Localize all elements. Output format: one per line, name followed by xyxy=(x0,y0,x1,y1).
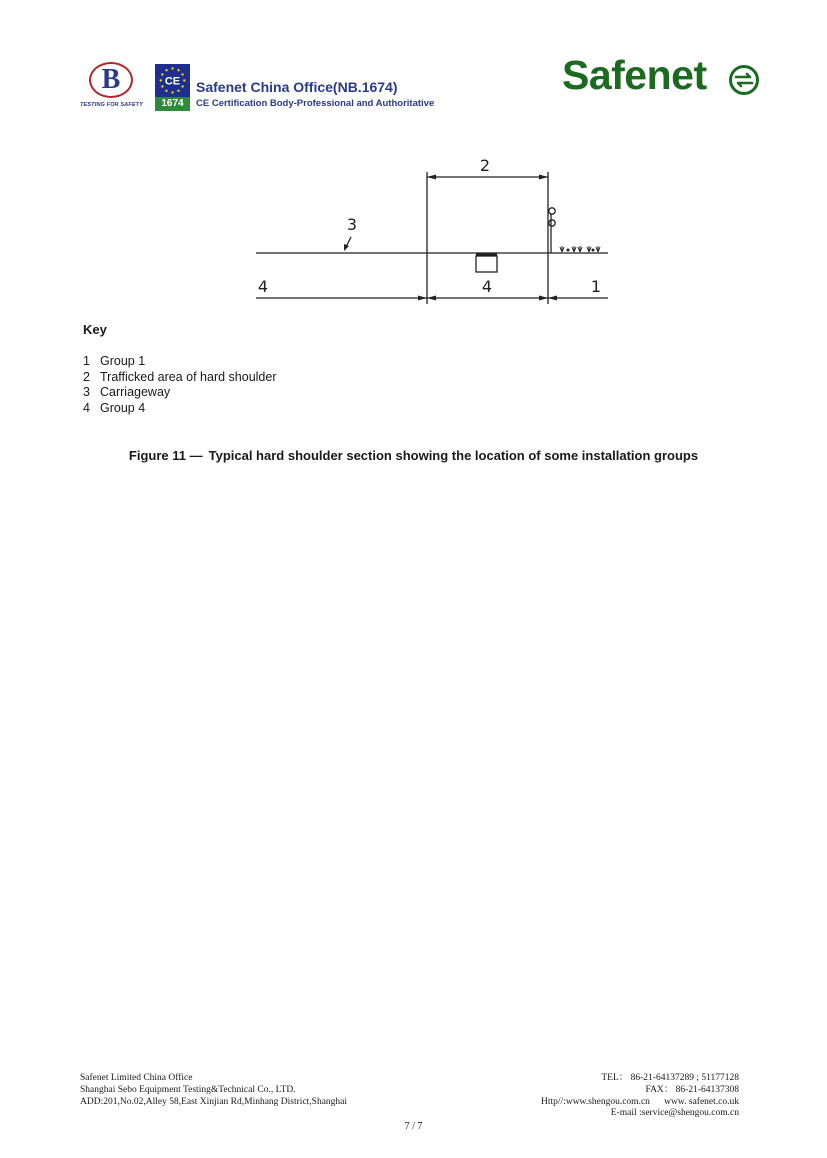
key-item-number: 1 xyxy=(83,354,90,368)
b-logo-tagline: TESTING FOR SAFETY xyxy=(80,102,144,108)
label-4-middle: 4 xyxy=(481,277,493,296)
key-item-text: Group 4 xyxy=(100,401,146,416)
grass-icon xyxy=(560,246,600,252)
footer-contact xyxy=(541,1073,739,1120)
footer-email: E-mail :service@shengou.com.cn xyxy=(610,1108,739,1119)
installation-box-top xyxy=(476,253,497,256)
office-subtitle: CE Certification Body-Professional and Authoritative xyxy=(196,98,435,109)
footer-company: Safenet Limited China Office xyxy=(80,1073,193,1083)
key-item-text: Carriageway xyxy=(100,385,171,400)
office-title: Safenet China Office(NB.1674) xyxy=(196,79,398,95)
key-item xyxy=(83,370,277,386)
label-1: 1 xyxy=(590,277,602,296)
footer-address-line: ADD:201,No.02,Alley 58,East Xinjian Rd,Minhang District,Shanghai xyxy=(80,1096,348,1107)
eu-flag-icon xyxy=(155,64,190,97)
b-logo-letter: B xyxy=(101,64,121,95)
footer-tel: TEL： 86-21-64137289 ; 51177128 xyxy=(601,1073,739,1083)
label-4-left: 4 xyxy=(257,277,269,296)
key-item xyxy=(83,354,277,370)
page-number: 7 / 7 xyxy=(404,1121,423,1132)
key-item-number: 3 xyxy=(83,385,90,400)
label-3: 3 xyxy=(346,215,358,234)
hard-shoulder-diagram xyxy=(250,150,620,310)
figure-caption xyxy=(0,448,827,463)
key-item xyxy=(83,401,277,417)
caption-number: Figure 11 — xyxy=(128,448,203,463)
key-heading: Key xyxy=(83,322,107,337)
key-item-text: Group 1 xyxy=(100,354,146,368)
key-item-number: 2 xyxy=(83,369,90,384)
label-2: 2 xyxy=(479,156,491,175)
footer-fax: FAX： 86-21-64137308 xyxy=(645,1084,739,1095)
footer-address xyxy=(80,1073,347,1108)
circle-arrows-icon xyxy=(728,64,760,96)
caption-text: Typical hard shoulder section showing the location of some installation groups xyxy=(208,448,699,463)
footer-company-full: Shanghai Sebo Equipment Testing&Technical Co., LTD. xyxy=(80,1084,296,1095)
key-item-number: 4 xyxy=(83,401,90,416)
key-item xyxy=(83,385,277,401)
key-item-text: Trafficked area of hard shoulder xyxy=(100,369,277,384)
ce-badge xyxy=(155,64,190,111)
brand-logo-text: Safenet xyxy=(562,52,707,98)
diagram-svg xyxy=(250,150,620,310)
b-testing-logo xyxy=(80,62,146,112)
ce-mark: CE xyxy=(164,75,181,88)
key-list xyxy=(83,354,277,417)
ce-number: 1674 xyxy=(155,97,190,111)
b-logo-ring xyxy=(89,62,133,98)
footer-websites: Http//:www.shengou.com.cn www. safenet.co.uk xyxy=(541,1096,739,1107)
